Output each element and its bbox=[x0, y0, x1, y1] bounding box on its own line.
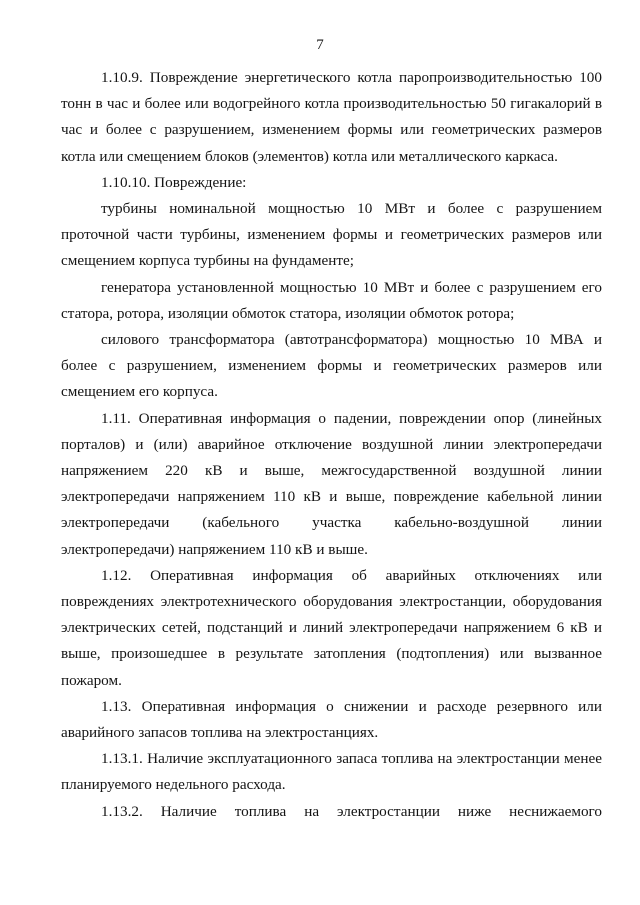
paragraph-1-11: 1.11. Оперативная информация о падении, повреждении опор (линейных порталов) и (или) аварийное отключение воздушной линии электропередачи напряжением 220 кВ и выше, межгосударственной воздушной линии электропередачи напряжением 110 кВ и выше, повреждение кабельной линии электропередачи (кабельного участка кабельно-воздушной линии электропередачи) напряжением 110 кВ и выше. bbox=[61, 409, 602, 558]
paragraph-1-10-9: 1.10.9. Повреждение энергетического котла паропроизводительностью 100 тонн в час и более или водогрейного котла производительностью 50 гигакалорий в час и более с разрушением, изменением формы или геометрических размеров котла или смещением блоков (элементов) котла или металлического каркаса. bbox=[61, 69, 602, 165]
paragraph-1-12: 1.12. Оперативная информация об аварийных отключениях или повреждениях электротехнического оборудования электростанции, оборудования электрических сетей, подстанций и линий электропередачи напряжением 6 кВ и выше, произошедшее в результате затопления (подтопления) или вызванное пожаром. bbox=[61, 566, 602, 689]
paragraph-1-13-2: 1.13.2. Наличие топлива на электростанции ниже неснижаемого bbox=[101, 802, 602, 820]
page-number: 7 bbox=[316, 37, 324, 53]
paragraph-1-13-1: 1.13.1. Наличие эксплуатационного запаса топлива на электростанции менее планируемого недельного расхода. bbox=[61, 750, 602, 794]
paragraph-1-10-10: 1.10.10. Повреждение: bbox=[101, 173, 247, 191]
paragraph-transformer: силового трансформатора (автотрансформатора) мощностью 10 МВА и более с разрушением, изменением формы и геометрических размеров или смещением его корпуса. bbox=[61, 331, 602, 401]
paragraph-generator: генератора установленной мощностью 10 МВт и более с разрушением его статора, ротора, изоляции обмоток статора, изоляции обмоток ротора; bbox=[61, 278, 602, 322]
paragraph-turbine: турбины номинальной мощностью 10 МВт и более с разрушением проточной части турбины, изменением формы и геометрических размеров или смещением корпуса турбины на фундаменте; bbox=[61, 200, 602, 270]
document-body bbox=[61, 65, 602, 825]
paragraph-1-13: 1.13. Оперативная информация о снижении и расходе резервного или аварийного запасов топлива на электростанциях. bbox=[61, 697, 602, 742]
